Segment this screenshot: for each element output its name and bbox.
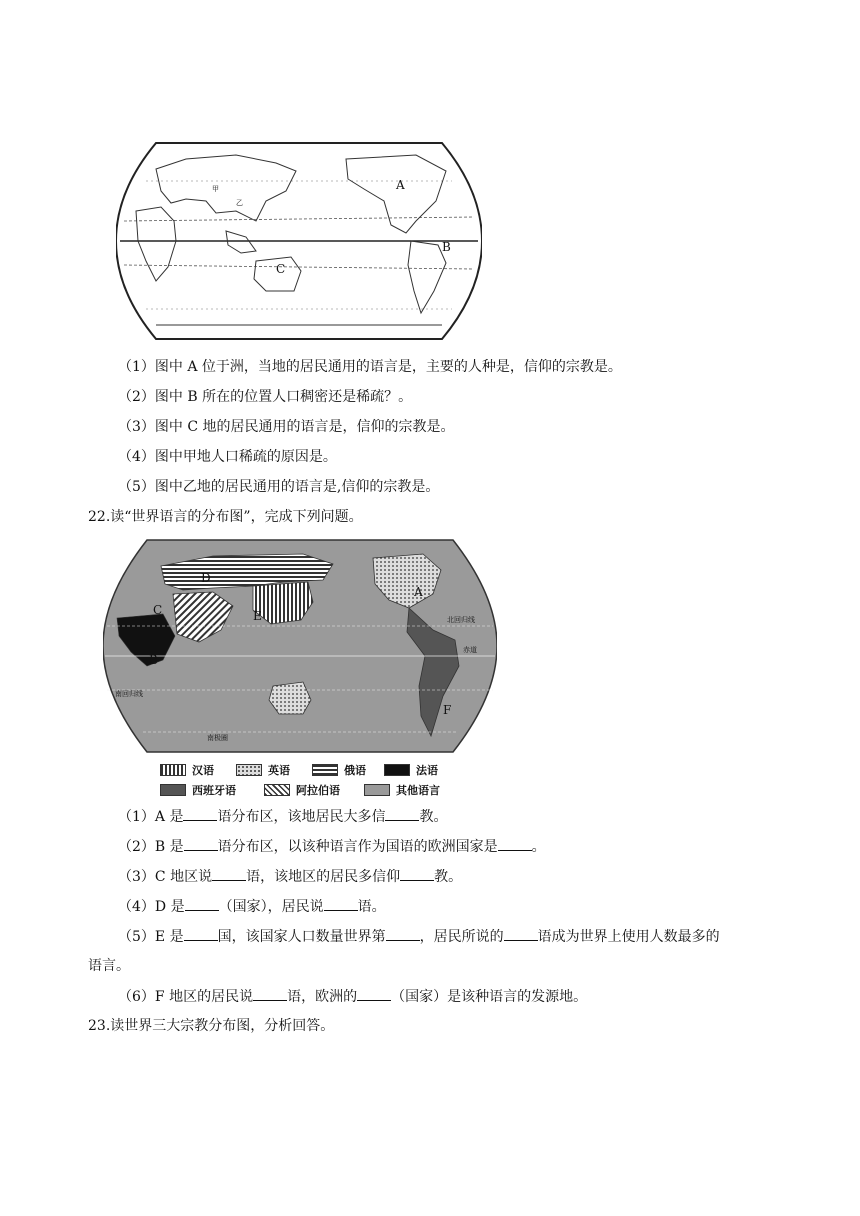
legend-item-english [236,762,290,778]
answer-blank[interactable] [386,926,420,941]
legend-swatch [160,764,186,776]
map1-label-c: C [276,262,286,276]
answer-blank[interactable] [184,926,218,941]
text-segment: （4）D 是 [118,899,185,915]
map1-label-yi: 乙 [236,199,243,207]
answer-blank[interactable] [184,836,218,851]
q21-item-5: （5）图中乙地的居民通用的语言是,信仰的宗教是。 [118,479,440,495]
legend-label: 汉语 [192,764,214,777]
map2-label-antarctic: 南极圈 [207,734,228,742]
legend-item-chinese [160,762,214,778]
map2-label-d: D [201,571,211,585]
q21-item-4: （4）图中甲地人口稀疏的原因是。 [118,449,337,465]
legend-label: 西班牙语 [192,784,236,797]
q22-item-5-cont: 语言。 [88,958,130,974]
legend-label: 俄语 [344,764,366,777]
map1-label-b: B [442,240,451,254]
text-segment: 语分布区，该地居民大多信 [217,809,386,825]
text-segment: ，居民所说的 [419,929,504,945]
text-segment: 语。 [357,899,386,915]
map2-label-a: A [414,585,423,599]
legend-swatch [364,784,390,796]
q22-item-3 [118,866,462,887]
legend-swatch [264,784,290,796]
answer-blank[interactable] [504,926,538,941]
q22-item-5 [118,926,720,947]
text-segment: 国，该国家人口数量世界第 [217,929,386,945]
q22-item-2 [118,836,546,857]
legend-item-spanish [160,782,236,798]
text-segment: 。 [531,839,546,855]
text-segment: （6）F 地区的居民说 [118,989,254,1005]
legend-swatch [236,764,262,776]
text-segment: （国家）是该种语言的发源地。 [391,989,588,1005]
q22-title: 22.读“世界语言的分布图”，完成下列问题。 [88,509,363,525]
q22-item-4 [118,896,386,917]
text-segment: （5）E 是 [118,929,184,945]
text-segment: 语成为世界上使用人数最多的 [537,929,720,945]
legend-label: 其他语言 [396,784,440,797]
map2-label-e: E [253,609,262,623]
text-segment: 语，欧洲的 [287,989,358,1005]
legend-item-arabic [264,782,340,798]
text-segment: （1）A 是 [118,809,184,825]
language-legend [160,760,460,800]
answer-blank[interactable] [183,806,217,821]
answer-blank[interactable] [400,866,434,881]
q21-item-3: （3）图中 C 地的居民通用的语言是，信仰的宗教是。 [118,419,455,435]
map2-label-c: C [153,603,163,617]
text-segment: （国家），居民说 [218,899,324,915]
world-language-map [103,536,497,756]
legend-label: 法语 [416,764,438,777]
legend-swatch [160,784,186,796]
answer-blank[interactable] [324,896,358,911]
legend-label: 阿拉伯语 [296,784,340,797]
legend-swatch [312,764,338,776]
text-segment: 语分布区，以该种语言作为国语的欧洲国家是 [217,839,498,855]
text-segment: （3）C 地区说 [118,869,213,885]
q22-item-1 [118,806,447,827]
map2-label-b: B [149,653,158,667]
text-segment: 语，该地区的居民多信仰 [246,869,401,885]
legend-item-russian [312,762,366,778]
answer-blank[interactable] [357,986,391,1001]
text-segment: 教。 [434,869,463,885]
legend-item-french [384,762,438,778]
world-map-outline [116,141,482,341]
map2-label-equator: 赤道 [463,646,477,654]
map2-label-tropic-n: 北回归线 [447,616,475,624]
q21-item-1: （1）图中 A 位于洲，当地的居民通用的语言是，主要的人种是，信仰的宗教是。 [118,359,622,375]
legend-item-other [364,782,440,798]
map2-label-tropic-s: 南回归线 [115,690,143,698]
answer-blank[interactable] [385,806,419,821]
q21-item-2: （2）图中 B 所在的位置人口稠密还是稀疏？。 [118,389,413,405]
map2-label-f: F [443,703,452,717]
answer-blank[interactable] [253,986,287,1001]
map1-label-a: A [396,178,405,192]
q23-title: 23.读世界三大宗教分布图，分析回答。 [88,1018,335,1034]
q22-item-6 [118,986,587,1007]
legend-label: 英语 [268,764,290,777]
map1-label-jia: 甲 [212,185,219,193]
answer-blank[interactable] [185,896,219,911]
text-segment: （2）B 是 [118,839,184,855]
legend-swatch [384,764,410,776]
answer-blank[interactable] [212,866,246,881]
answer-blank[interactable] [498,836,532,851]
text-segment: 教。 [419,809,448,825]
